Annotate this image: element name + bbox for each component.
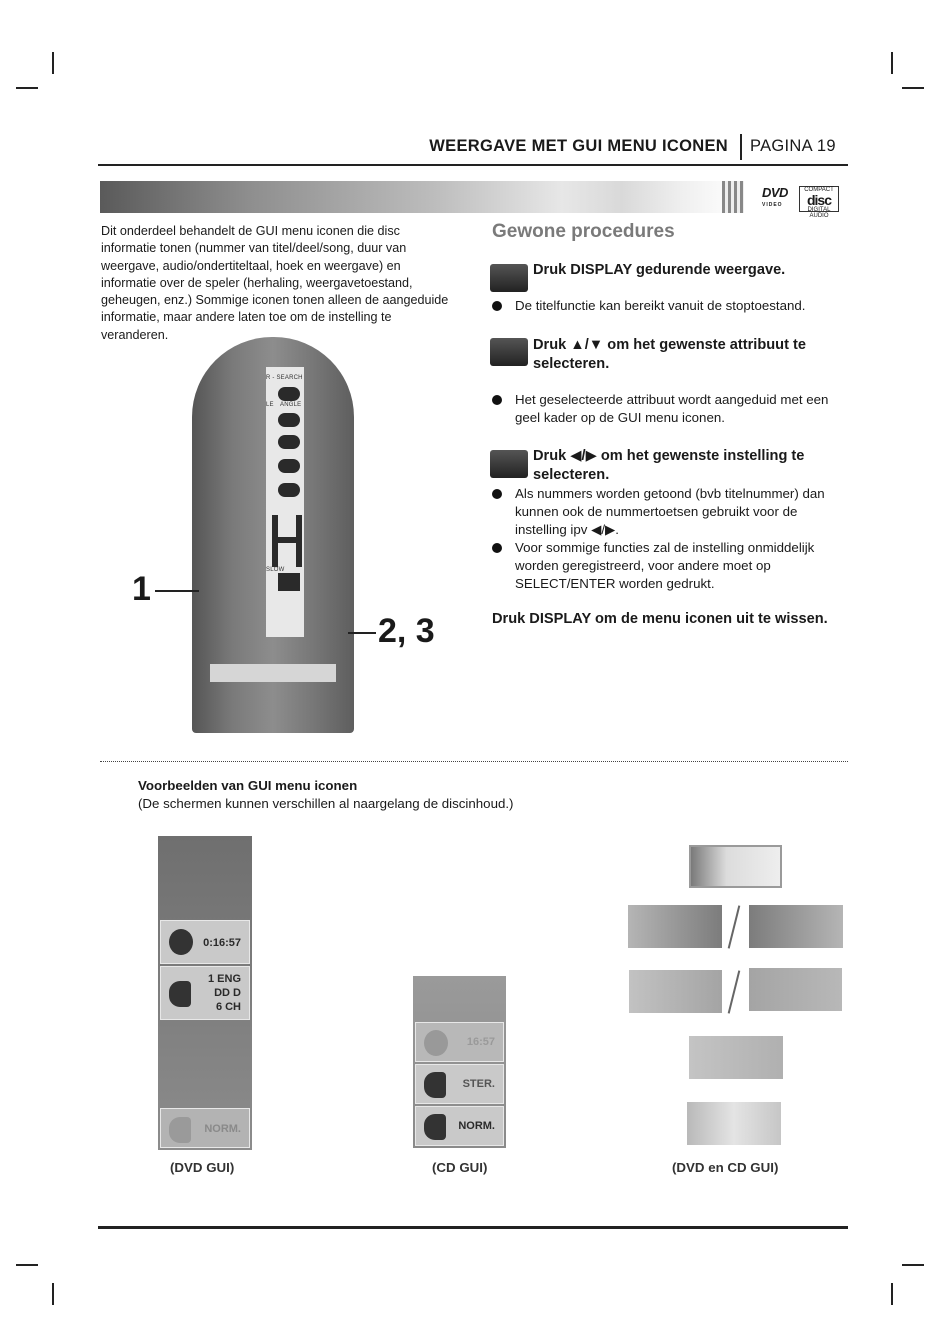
section-divider: [100, 761, 848, 762]
cd-logo-bottom: DIGITAL AUDIO: [807, 207, 831, 219]
cd-gui-column: [413, 976, 506, 1148]
banner-stripes: [722, 181, 744, 213]
cd-audio-text: STER.: [462, 1078, 495, 1090]
dvd-audio-tile: [160, 966, 250, 1020]
speaker-icon: [424, 1072, 446, 1098]
crop-mark: [52, 52, 54, 74]
crop-mark: [902, 87, 924, 89]
final-step-text: Druk DISPLAY om de menu iconen uit te wissen.: [492, 611, 828, 627]
remote-button: [278, 387, 300, 401]
dvd-sound-text: NORM.: [204, 1123, 241, 1135]
crop-mark: [902, 1264, 924, 1266]
remote-button: [278, 459, 300, 473]
procedures-title: Gewone procedures: [492, 221, 675, 242]
gui-box: [628, 905, 722, 948]
page-title: WEERGAVE MET GUI MENU ICONEN: [429, 137, 728, 155]
cd-logo-text: disc: [806, 192, 831, 208]
step-2-text: Druk ▲/▼ om het gewenste attribuut te selecteren.: [533, 337, 806, 372]
dvd-logo-text: DVD: [762, 185, 788, 200]
crop-mark: [891, 1283, 893, 1305]
gui-box: [687, 1102, 781, 1145]
remote-label-le: LE: [266, 402, 274, 408]
dvd-time-tile: [160, 920, 250, 964]
step-1-bullet: [492, 297, 852, 315]
speaker-icon: [169, 1117, 191, 1143]
cd-time-tile: [415, 1022, 504, 1062]
slash-separator: [728, 905, 741, 948]
examples-title: Voorbeelden van GUI menu iconen: [138, 778, 358, 793]
cd-sound-text: NORM.: [458, 1120, 495, 1132]
step-1-marker: [490, 264, 528, 292]
cd-audio-tile: [415, 1064, 504, 1104]
remote-button: [278, 413, 300, 427]
cd-logo-top: COMPACT: [804, 187, 834, 193]
step-3-bullet-1-text: Als nummers worden getoond (bvb titelnummer) dan kunnen ook de nummertoetsen gebruikt voor de instelling ipv ◀/▶.: [515, 486, 825, 537]
dvd-cd-gui-caption: (DVD en CD GUI): [672, 1160, 779, 1175]
dvd-logo-sub: VIDEO: [762, 202, 783, 208]
crop-mark: [16, 1264, 38, 1266]
remote-button: [278, 573, 300, 591]
crop-mark: [52, 1283, 54, 1305]
cd-time-text: 16:57: [466, 1036, 495, 1048]
callout-1: 1: [132, 570, 151, 608]
dvd-audio-line1: 1 ENG: [207, 973, 241, 985]
dvd-sound-tile: [160, 1108, 250, 1148]
disc-icon: [169, 929, 193, 955]
step-3-bullet-2-text: Voor sommige functies zal de instelling onmiddelijk worden geregistreerd, voor andere moet op SELECT/ENTER worden gedrukt.: [515, 540, 815, 591]
remote-base-strip: [210, 664, 336, 682]
speaker-icon: [424, 1114, 446, 1140]
step-1-bullet-text: De titelfunctie kan bereikt vanuit de stoptoestand.: [515, 298, 806, 313]
disc-icon: [424, 1030, 448, 1056]
compact-disc-logo: [799, 186, 839, 219]
cd-sound-tile: [415, 1106, 504, 1146]
page-number: PAGINA 19: [750, 137, 836, 155]
crop-mark: [891, 52, 893, 74]
bullet-dot: [492, 395, 502, 405]
step-3-bullet-2: [492, 539, 852, 593]
callout-2-3: 2, 3: [378, 612, 435, 650]
footer-rule: [98, 1226, 848, 1229]
crop-mark: [16, 87, 38, 89]
bullet-dot: [492, 543, 502, 553]
remote-button: [278, 483, 300, 497]
step-3-text: Druk ◀/▶ om het gewenste instelling te selecteren.: [533, 448, 805, 483]
bullet-dot: [492, 301, 502, 311]
remote-label-search: R - SEARCH: [266, 375, 303, 381]
step-2-bullet-text: Het geselecteerde attribuut wordt aangeduid met een geel kader op de GUI menu iconen.: [515, 392, 829, 425]
step-3-bullet-1: [492, 485, 852, 539]
step-3-marker: [490, 450, 528, 478]
dvd-audio-line2: DD D: [214, 987, 241, 999]
examples-subtitle: (De schermen kunnen verschillen al naargelang de discinhoud.): [138, 796, 514, 811]
cd-gui-caption: (CD GUI): [432, 1160, 488, 1175]
remote-label-angle: ANGLE: [280, 402, 302, 408]
header-divider: [740, 134, 742, 160]
step-2-bullet: [492, 391, 852, 427]
gui-box: [689, 1036, 783, 1079]
remote-button: [278, 435, 300, 449]
dvd-gui-column: [158, 836, 252, 1150]
dvd-gui-caption: (DVD GUI): [170, 1160, 235, 1175]
remote-label-slow: SLOW: [266, 567, 285, 573]
bullet-dot: [492, 489, 502, 499]
slash-separator: [728, 970, 741, 1013]
remote-control-illustration: [192, 337, 354, 733]
step-1-text: Druk DISPLAY gedurende weergave.: [533, 262, 786, 278]
callout-1-leader: [155, 590, 199, 592]
gui-box: [749, 968, 842, 1011]
gui-box: [749, 905, 843, 948]
gui-box: [629, 970, 722, 1013]
callout-2-3-leader: [348, 632, 376, 634]
step-2-marker: [490, 338, 528, 366]
dvd-time-text: 0:16:57: [203, 937, 241, 949]
speaker-icon: [169, 981, 191, 1007]
remote-groove: [296, 515, 302, 567]
repeat-icon-box: [689, 845, 782, 888]
intro-paragraph: Dit onderdeel behandelt de GUI menu iconen die disc informatie tonen (nummer van titel/deel/song, duur van weergave, audio/ondertiteltaal, hoek en weergave) en informatie over de speler (herhaling, weergavetoestand, geheugen, enz.) Sommige iconen tonen alleen de aangeduide informatie, maar andere laten toe om de instelling te veranderen.: [101, 224, 449, 342]
dvd-logo: [762, 187, 788, 211]
dvd-audio-line3: 6 CH: [215, 1001, 241, 1013]
header-rule: [98, 164, 848, 166]
